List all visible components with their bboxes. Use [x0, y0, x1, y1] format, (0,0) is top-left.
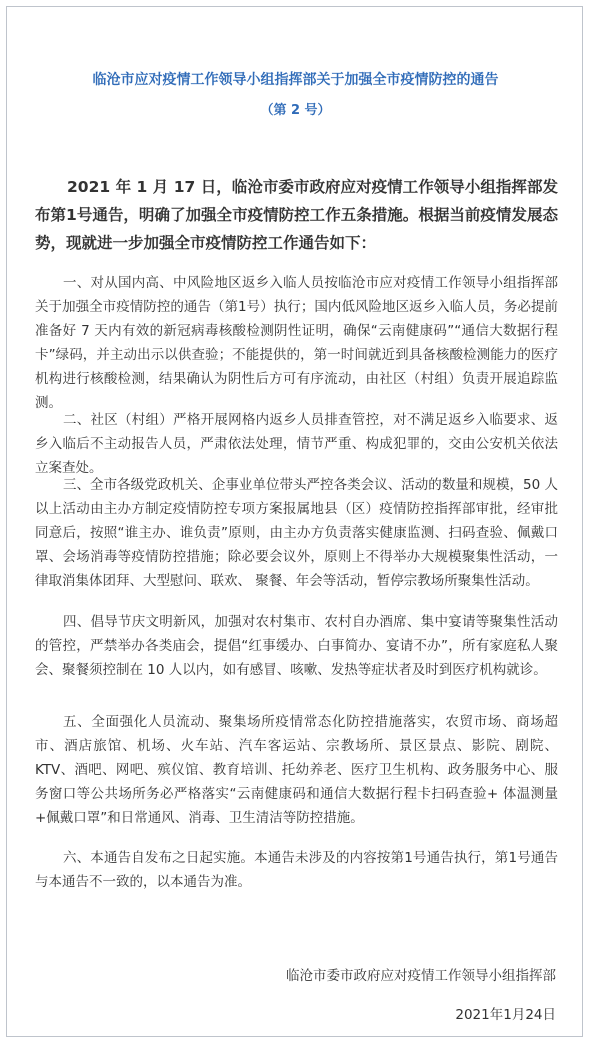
notice-number: （第 2 号）: [260, 103, 331, 118]
paragraph-4: 四、倡导节庆文明新风，加强对农村集市、农村自办酒席、集中宴请等聚集性活动的管控，严禁举办各类庙会，提倡“红事缓办、白事简办、宴请不办”，所有家庭私人聚会、聚餐须控制在 10 人以内，如有感冒、咳嗽、发热等症状者及时到医疗机构就诊。: [35, 614, 558, 678]
signature: 临沧市委市政府应对疫情工作领导小组指挥部: [286, 968, 556, 984]
paragraph-1: 一、对从国内高、中风险地区返乡入临人员按临沧市应对疫情工作领导小组指挥部关于加强全市疫情防控的通告（第1号）执行；国内低风险地区返乡入临人员，务必提前准备好 7 天内有效的新冠病毒核酸检测阴性证明，确保“云南健康码”“通信大数据行程卡”绿码，并主动出示以供查验；不能提供的，第一时间就近到具备核酸检测能力的医疗机构进行核酸检测，结果确认为阴性后方可有序流动，由社区（村组）负责开展追踪监测。: [35, 275, 558, 411]
paragraph-5: 五、全面强化人员流动、聚集场所疫情常态化防控措施落实，农贸市场、商场超市、酒店旅馆、机场、火车站、汽车客运站、宗教场所、景区景点、影院、剧院、KTV、酒吧、网吧、殡仪馆、教育培训、托幼养老、医疗卫生机构、政务服务中心、服务窗口等公共场所务必严格落实“云南健康码和通信大数据行程卡扫码查验+ 体温测量+佩戴口罩”和日常通风、消毒、卫生清洁等防控措施。: [35, 714, 558, 826]
notice-frame: [6, 6, 583, 1037]
paragraph-6: 六、本通告自发布之日起实施。本通告未涉及的内容按第1号通告执行，第1号通告与本通告不一致的，以本通告为准。: [35, 850, 558, 890]
issue-date: 2021年1月24日: [455, 1007, 556, 1023]
paragraph-3: 三、全市各级党政机关、企事业单位带头严控各类会议、活动的数量和规模，50 人以上活动由主办方制定疫情防控专项方案报属地县（区）疫情防控指挥部审批，经审批同意后，按照“谁主办、谁负责”原则，由主办方负责落实健康监测、扫码查验、佩戴口罩、会场消毒等疫情防控措施；除必要会议外，原则上不得举办大规模聚集性活动，一律取消集体团拜、大型慰问、联欢、 聚餐、年会等活动，暂停宗教场所聚集性活动。: [35, 477, 558, 589]
notice-title: 临沧市应对疫情工作领导小组指挥部关于加强全市疫情防控的通告: [92, 72, 499, 88]
paragraph-2: 二、社区（村组）严格开展网格内返乡人员排查管控，对不满足返乡入临要求、返乡入临后不主动报告人员，严肃依法处理，情节严重、构成犯罪的，交由公安机关依法立案查处。: [35, 412, 558, 476]
lead-paragraph: 2021 年 1 月 17 日，临沧市委市政府应对疫情工作领导小组指挥部发布第1号通告，明确了加强全市疫情防控工作五条措施。根据当前疫情发展态势，现就进一步加强全市疫情防控工作通告如下：: [35, 178, 558, 252]
